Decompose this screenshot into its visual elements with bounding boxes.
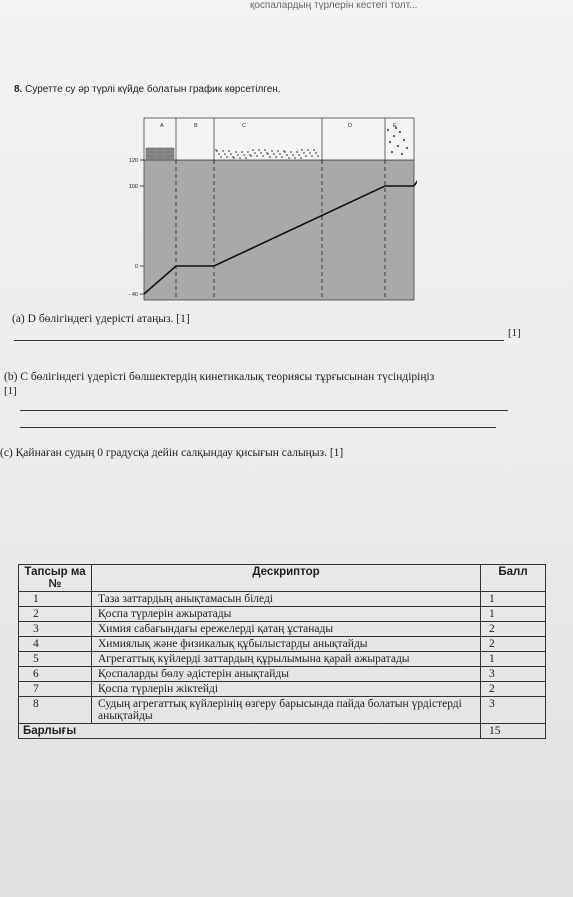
y-tick-label: 100	[128, 184, 138, 190]
question-b: (b) С бөлігіндегі үдерісті бөлшектердің кинетикалық теориясы тұрғысынан түсіндіріңіз	[4, 371, 435, 383]
row-number: 7	[19, 682, 92, 697]
table-header-row	[19, 565, 546, 592]
row-score: 2	[481, 637, 546, 652]
table-total-row	[19, 724, 546, 739]
answer-line-a[interactable]	[14, 340, 504, 341]
row-score: 2	[481, 682, 546, 697]
total-value: 15	[481, 724, 546, 739]
row-descriptor: Химия сабағындағы ережелерді қатаң ұстанады	[92, 622, 481, 637]
header-descriptor: Дескриптор	[92, 565, 481, 592]
y-axis-ticks	[129, 158, 144, 298]
table-row	[19, 607, 546, 622]
total-label: Барлығы	[19, 724, 481, 739]
page-header-fragment: қоспалардың түрлерін кестегі толт...	[250, 0, 418, 11]
table-body	[19, 592, 546, 724]
row-number: 8	[19, 697, 92, 724]
answer-line-b1[interactable]	[20, 410, 508, 411]
segment-strip	[144, 118, 414, 160]
segment-label: D	[348, 123, 352, 129]
segment-label: C	[242, 123, 246, 129]
segment-label: A	[160, 123, 164, 129]
row-descriptor: Қоспа түрлерін ажыратады	[92, 607, 481, 622]
table-row	[19, 622, 546, 637]
row-score: 3	[481, 697, 546, 724]
header-score: Балл	[481, 565, 546, 592]
row-score: 3	[481, 667, 546, 682]
row-descriptor: Химиялық және физикалық құбылыстарды анықтайды	[92, 637, 481, 652]
mark-a: [1]	[508, 327, 521, 339]
assessment-table	[18, 564, 546, 739]
table-row	[19, 592, 546, 607]
table-row	[19, 697, 546, 724]
row-descriptor: Агрегаттық күйлерді заттардың құрылымына қарай ажыратады	[92, 652, 481, 667]
row-number: 2	[19, 607, 92, 622]
table-row	[19, 667, 546, 682]
header-task: Тапсыр ма №	[19, 565, 92, 592]
table-row	[19, 652, 546, 667]
segment-label: B	[194, 123, 198, 129]
question-8	[14, 84, 281, 95]
table-row	[19, 682, 546, 697]
row-score: 2	[481, 622, 546, 637]
table-row	[19, 637, 546, 652]
row-number: 1	[19, 592, 92, 607]
row-descriptor: Судың агрегаттық күйлерінің өзгеру барысында пайда болатын үрдістерді анықтайды	[92, 697, 481, 724]
mark-b: [1]	[4, 385, 17, 397]
question-text: Суретте су әр түрлі күйде болатын график көрсетілген.	[25, 84, 281, 95]
row-descriptor: Таза заттардың анықтамасын біледі	[92, 592, 481, 607]
row-number: 6	[19, 667, 92, 682]
question-a: (a) D бөлігіндегі үдерісті атаңыз. [1]	[12, 313, 190, 325]
row-number: 3	[19, 622, 92, 637]
y-tick-label: - 40	[128, 292, 138, 298]
row-descriptor: Қоспа түрлерін жіктейді	[92, 682, 481, 697]
row-number: 4	[19, 637, 92, 652]
y-tick-label: 120	[128, 158, 138, 164]
row-score: 1	[481, 607, 546, 622]
segment-label: E	[393, 123, 397, 129]
state-change-graph	[112, 116, 417, 302]
y-tick-label: 0	[134, 264, 138, 270]
row-descriptor: Қоспаларды бөлу әдістерін анықтайды	[92, 667, 481, 682]
plot-background	[144, 160, 414, 300]
question-c: (c) Қайнаған судың 0 градусқа дейін салқындау қисығын салыңыз. [1]	[0, 447, 344, 459]
row-score: 1	[481, 592, 546, 607]
answer-line-b2[interactable]	[20, 427, 496, 428]
row-number: 5	[19, 652, 92, 667]
question-number: 8.	[14, 84, 23, 95]
row-score: 1	[481, 652, 546, 667]
